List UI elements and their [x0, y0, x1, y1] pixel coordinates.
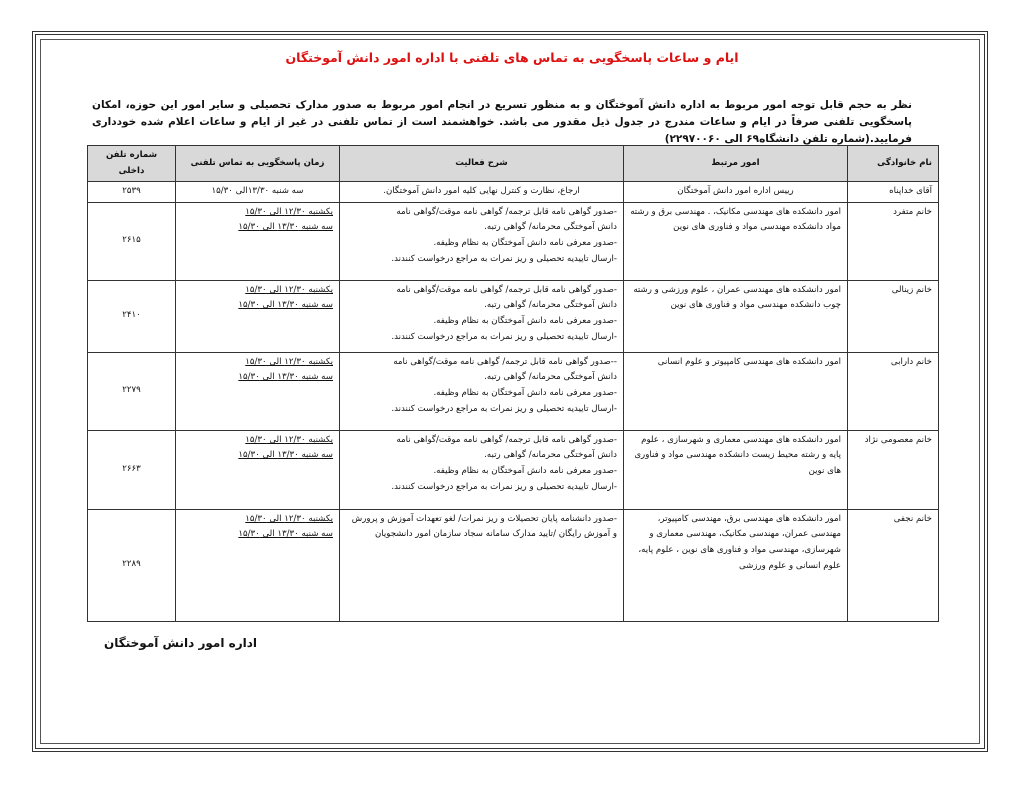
cell-time	[176, 430, 340, 509]
time-line: سه شنبه ۱۳/۳۰ الی ۱۵/۳۰	[238, 300, 333, 311]
cell-name: خانم معصومی نژاد	[848, 430, 939, 509]
cell-affairs	[624, 280, 848, 352]
cell-phone: ۲۴۱۰	[88, 280, 176, 352]
activity-line: دانش آموختگی محرمانه/ گواهی رتبه.	[484, 222, 617, 233]
activity-line: -صدور معرفی نامه دانش آموختگان به نظام وظیفه.	[433, 465, 617, 476]
time-line: سه شنبه ۱۳/۳۰ الی ۱۵/۳۰	[238, 222, 333, 233]
header-activity: شرح فعالیت	[340, 146, 624, 182]
table-header-row	[88, 146, 939, 182]
activity-line: -ارسال تاییدیه تحصیلی و ریز نمرات به مراجع درخواست کنندند.	[391, 331, 617, 342]
affairs-text: امور دانشکده های مهندسی کامپیوتر و علوم انسانی	[657, 356, 841, 367]
affairs-text: امور دانشکده های مهندسی عمران ، علوم ورزشی و رشته چوب دانشکده مهندسی مواد و فناوری های نوین	[633, 284, 841, 311]
cell-name: آقای خداپناه	[848, 182, 939, 203]
cell-name: خانم نجفی	[848, 509, 939, 621]
cell-phone: ۲۶۱۵	[88, 202, 176, 280]
cell-activity	[340, 202, 624, 280]
cell-name: خانم زینالی	[848, 280, 939, 352]
time-line: سه شنبه ۱۳/۳۰ الی ۱۵/۳۰	[238, 450, 333, 461]
table-row	[88, 430, 939, 509]
table-row	[88, 280, 939, 352]
activity-line: -صدور معرفی نامه دانش آموختگان به نظام وظیفه.	[433, 237, 617, 248]
time-line: یکشنبه ۱۲/۳۰ الی ۱۵/۳۰	[245, 513, 333, 524]
cell-affairs	[624, 430, 848, 509]
activity-line: دانش آموختگی محرمانه/ گواهی رتبه.	[484, 300, 617, 311]
cell-name: خانم متفرد	[848, 202, 939, 280]
intro-paragraph: نظر به حجم قابل توجه امور مربوط به اداره دانش آموختگان و به منظور تسریع در انجام امور مربوط به صدور مدارک تحصیلی و سایر امور این حوزه، امکان پاسخگویی تلفنی صرفاً در ایام و ساعات مندرج در جدول ذیل مقدور می باشد. خواهشمند است از تماس تلفنی در غیر از ایام و ساعات اعلام شده خودداری فرمایید.(شماره تلفن دانشگاه۶۹ الی ۲۲۹۷۰۰۶۰)	[92, 99, 912, 145]
activity-line: -ارسال تاییدیه تحصیلی و ریز نمرات به مراجع درخواست کنندند.	[391, 403, 617, 414]
activity-line: دانش آموختگی محرمانه/ گواهی رتبه.	[484, 450, 617, 461]
activity-line: -صدور معرفی نامه دانش آموختگان به نظام وظیفه.	[433, 315, 617, 326]
cell-time	[176, 280, 340, 352]
header-name: نام خانوادگی	[848, 146, 939, 182]
activity-line: -ارسال تاییدیه تحصیلی و ریز نمرات به مراجع درخواست کنندند.	[391, 253, 617, 264]
cell-phone: ۲۶۶۳	[88, 430, 176, 509]
cell-name: خانم دارابی	[848, 352, 939, 430]
affairs-text: امور دانشکده های مهندسی برق، مهندسی کامپیوتر، مهندسی عمران، مهندسی مکانیک، مهندسی معماری و شهرسازی، مهندسی مواد و فناوری های نوین ، علوم پایه، علوم انسانی و علوم ورزشی	[638, 513, 841, 571]
affairs-text: امور دانشکده های مهندسی مکانیک، . مهندسی برق و رشته مواد دانشکده مهندسی مواد و فناوری های نوین	[630, 206, 841, 233]
cell-phone: ۲۲۷۹	[88, 352, 176, 430]
cell-activity	[340, 280, 624, 352]
table-row	[88, 182, 939, 203]
table-row	[88, 509, 939, 621]
cell-activity	[340, 352, 624, 430]
time-line: سه شنبه ۱۳/۳۰الی ۱۵/۳۰	[211, 186, 304, 197]
cell-affairs	[624, 202, 848, 280]
cell-activity	[340, 509, 624, 621]
cell-time	[176, 202, 340, 280]
activity-line: -صدور معرفی نامه دانش آموختگان به نظام وظیفه.	[433, 387, 617, 398]
header-time: زمان پاسخگویی به تماس تلفنی	[176, 146, 340, 182]
activity-line: دانش آموختگی محرمانه/ گواهی رتبه.	[484, 372, 617, 383]
affairs-text: رییس اداره امور دانش آموختگان	[677, 186, 794, 197]
cell-time	[176, 509, 340, 621]
time-line: سه شنبه ۱۳/۳۰ الی ۱۵/۳۰	[238, 529, 333, 540]
time-line: سه شنبه ۱۳/۳۰ الی ۱۵/۳۰	[238, 372, 333, 383]
time-line: یکشنبه ۱۲/۳۰ الی ۱۵/۳۰	[245, 284, 333, 295]
cell-activity	[340, 430, 624, 509]
activity-line: ارجاع، نظارت و کنترل نهایی کلیه امور دانش آموختگان.	[383, 186, 580, 197]
cell-affairs	[624, 182, 848, 203]
document-title: ایام و ساعات پاسخگویی به تماس های تلفنی با اداره امور دانش آموختگان	[285, 50, 739, 65]
footer-signature: اداره امور دانش آموختگان	[104, 636, 257, 650]
table-row	[88, 352, 939, 430]
time-line: یکشنبه ۱۲/۳۰ الی ۱۵/۳۰	[245, 206, 333, 217]
activity-line: -صدور گواهی نامه قابل ترجمه/ گواهی نامه موقت/گواهی نامه	[396, 206, 617, 217]
cell-activity	[340, 182, 624, 203]
activity-line: -صدور گواهی نامه قابل ترجمه/ گواهی نامه موقت/گواهی نامه	[396, 434, 617, 445]
cell-phone: ۲۲۸۹	[88, 509, 176, 621]
cell-time	[176, 182, 340, 203]
cell-affairs	[624, 509, 848, 621]
header-affairs: امور مرتبط	[624, 146, 848, 182]
cell-phone: ۲۵۳۹	[88, 182, 176, 203]
time-line: یکشنبه ۱۲/۳۰ الی ۱۵/۳۰	[245, 434, 333, 445]
cell-time	[176, 352, 340, 430]
activity-line: -صدور دانشنامه پایان تحصیلات و ریز نمرات/ لغو تعهدات آموزش و پرورش و آموزش رایگان /تایید مدارک سامانه سجاد سازمان امور دانشجویان	[351, 513, 617, 540]
activity-line: --صدور گواهی نامه قابل ترجمه/ گواهی نامه موقت/گواهی نامه	[393, 356, 617, 367]
activity-line: -ارسال تاییدیه تحصیلی و ریز نمرات به مراجع درخواست کنندند.	[391, 481, 617, 492]
cell-affairs	[624, 352, 848, 430]
affairs-text: امور دانشکده های مهندسی معماری و شهرسازی ، علوم پایه و رشته محیط زیست دانشکده مهندسی مواد و فناوری های نوین	[634, 434, 841, 476]
table-row	[88, 202, 939, 280]
activity-line: -صدور گواهی نامه قابل ترجمه/ گواهی نامه موقت/گواهی نامه	[396, 284, 617, 295]
header-phone: شماره تلفن داخلی	[88, 146, 176, 182]
contact-hours-table	[87, 145, 939, 622]
time-line: یکشنبه ۱۲/۳۰ الی ۱۵/۳۰	[245, 356, 333, 367]
